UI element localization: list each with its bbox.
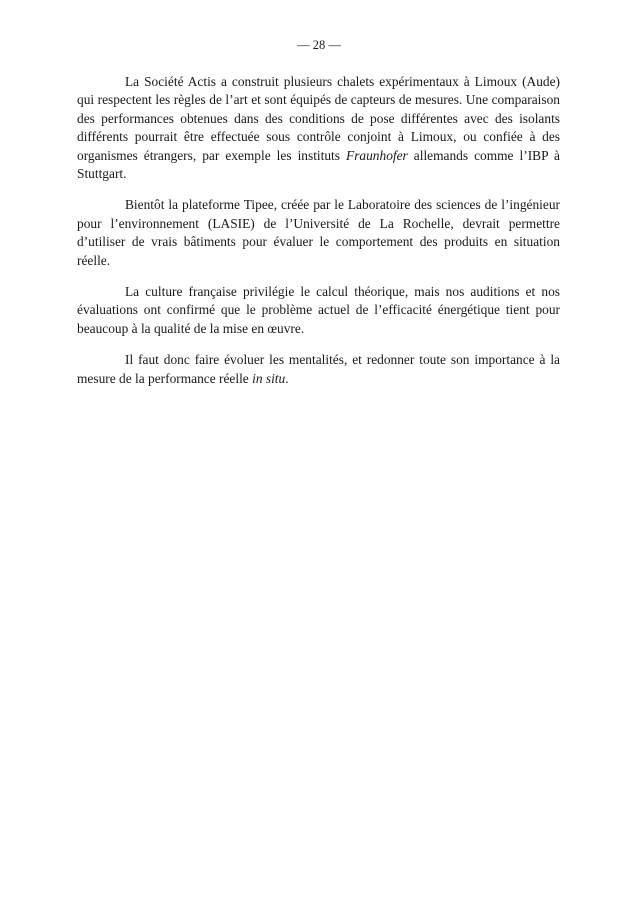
paragraph-actis-limoux [77,73,560,183]
body-text [77,73,560,401]
paragraph-text: . [285,370,289,386]
italic-term-in-situ: in situ [252,370,286,386]
paragraph-text: allemands comme l’IBP à Stuttgart. [77,147,560,182]
page-number: — 28 — [297,38,341,52]
paragraph-french-culture: La culture française privilégie le calcul théorique, mais nos auditions et nos évaluations ont confirmé que le problème actuel de l’efficacité énergétique tient pour beaucoup à la qualité de la mise en œuvre. [77,284,560,336]
paragraph-text: La Société Actis a construit plusieurs chalets expérimentaux à Limoux (Aude) qui respectent les règles de l’art et sont équipés de capteurs de mesures. Une comparaison des performances obtenues dans des conditions de pose différentes avec des isolants différents pourrait être effectuée sous contrôle conjoint à Limoux, ou confiée à des organismes étrangers, par exemple les instituts [77,74,560,163]
paragraph-tipee-platform: Bientôt la plateforme Tipee, créée par le Laboratoire des sciences de l’ingénieur pour l’environnement (LASIE) de l’Université de La Rochelle, devrait permettre d’utiliser de vrais bâtiments pour évaluer le comportement des produits en situation réelle. [77,197,560,268]
italic-term-fraunhofer: Fraunhofer [346,147,408,163]
paragraph-mentalities [77,351,560,388]
paragraph-text: Il faut donc faire évoluer les mentalités, et redonner toute son importance à la mesure de la performance réelle [77,352,560,386]
